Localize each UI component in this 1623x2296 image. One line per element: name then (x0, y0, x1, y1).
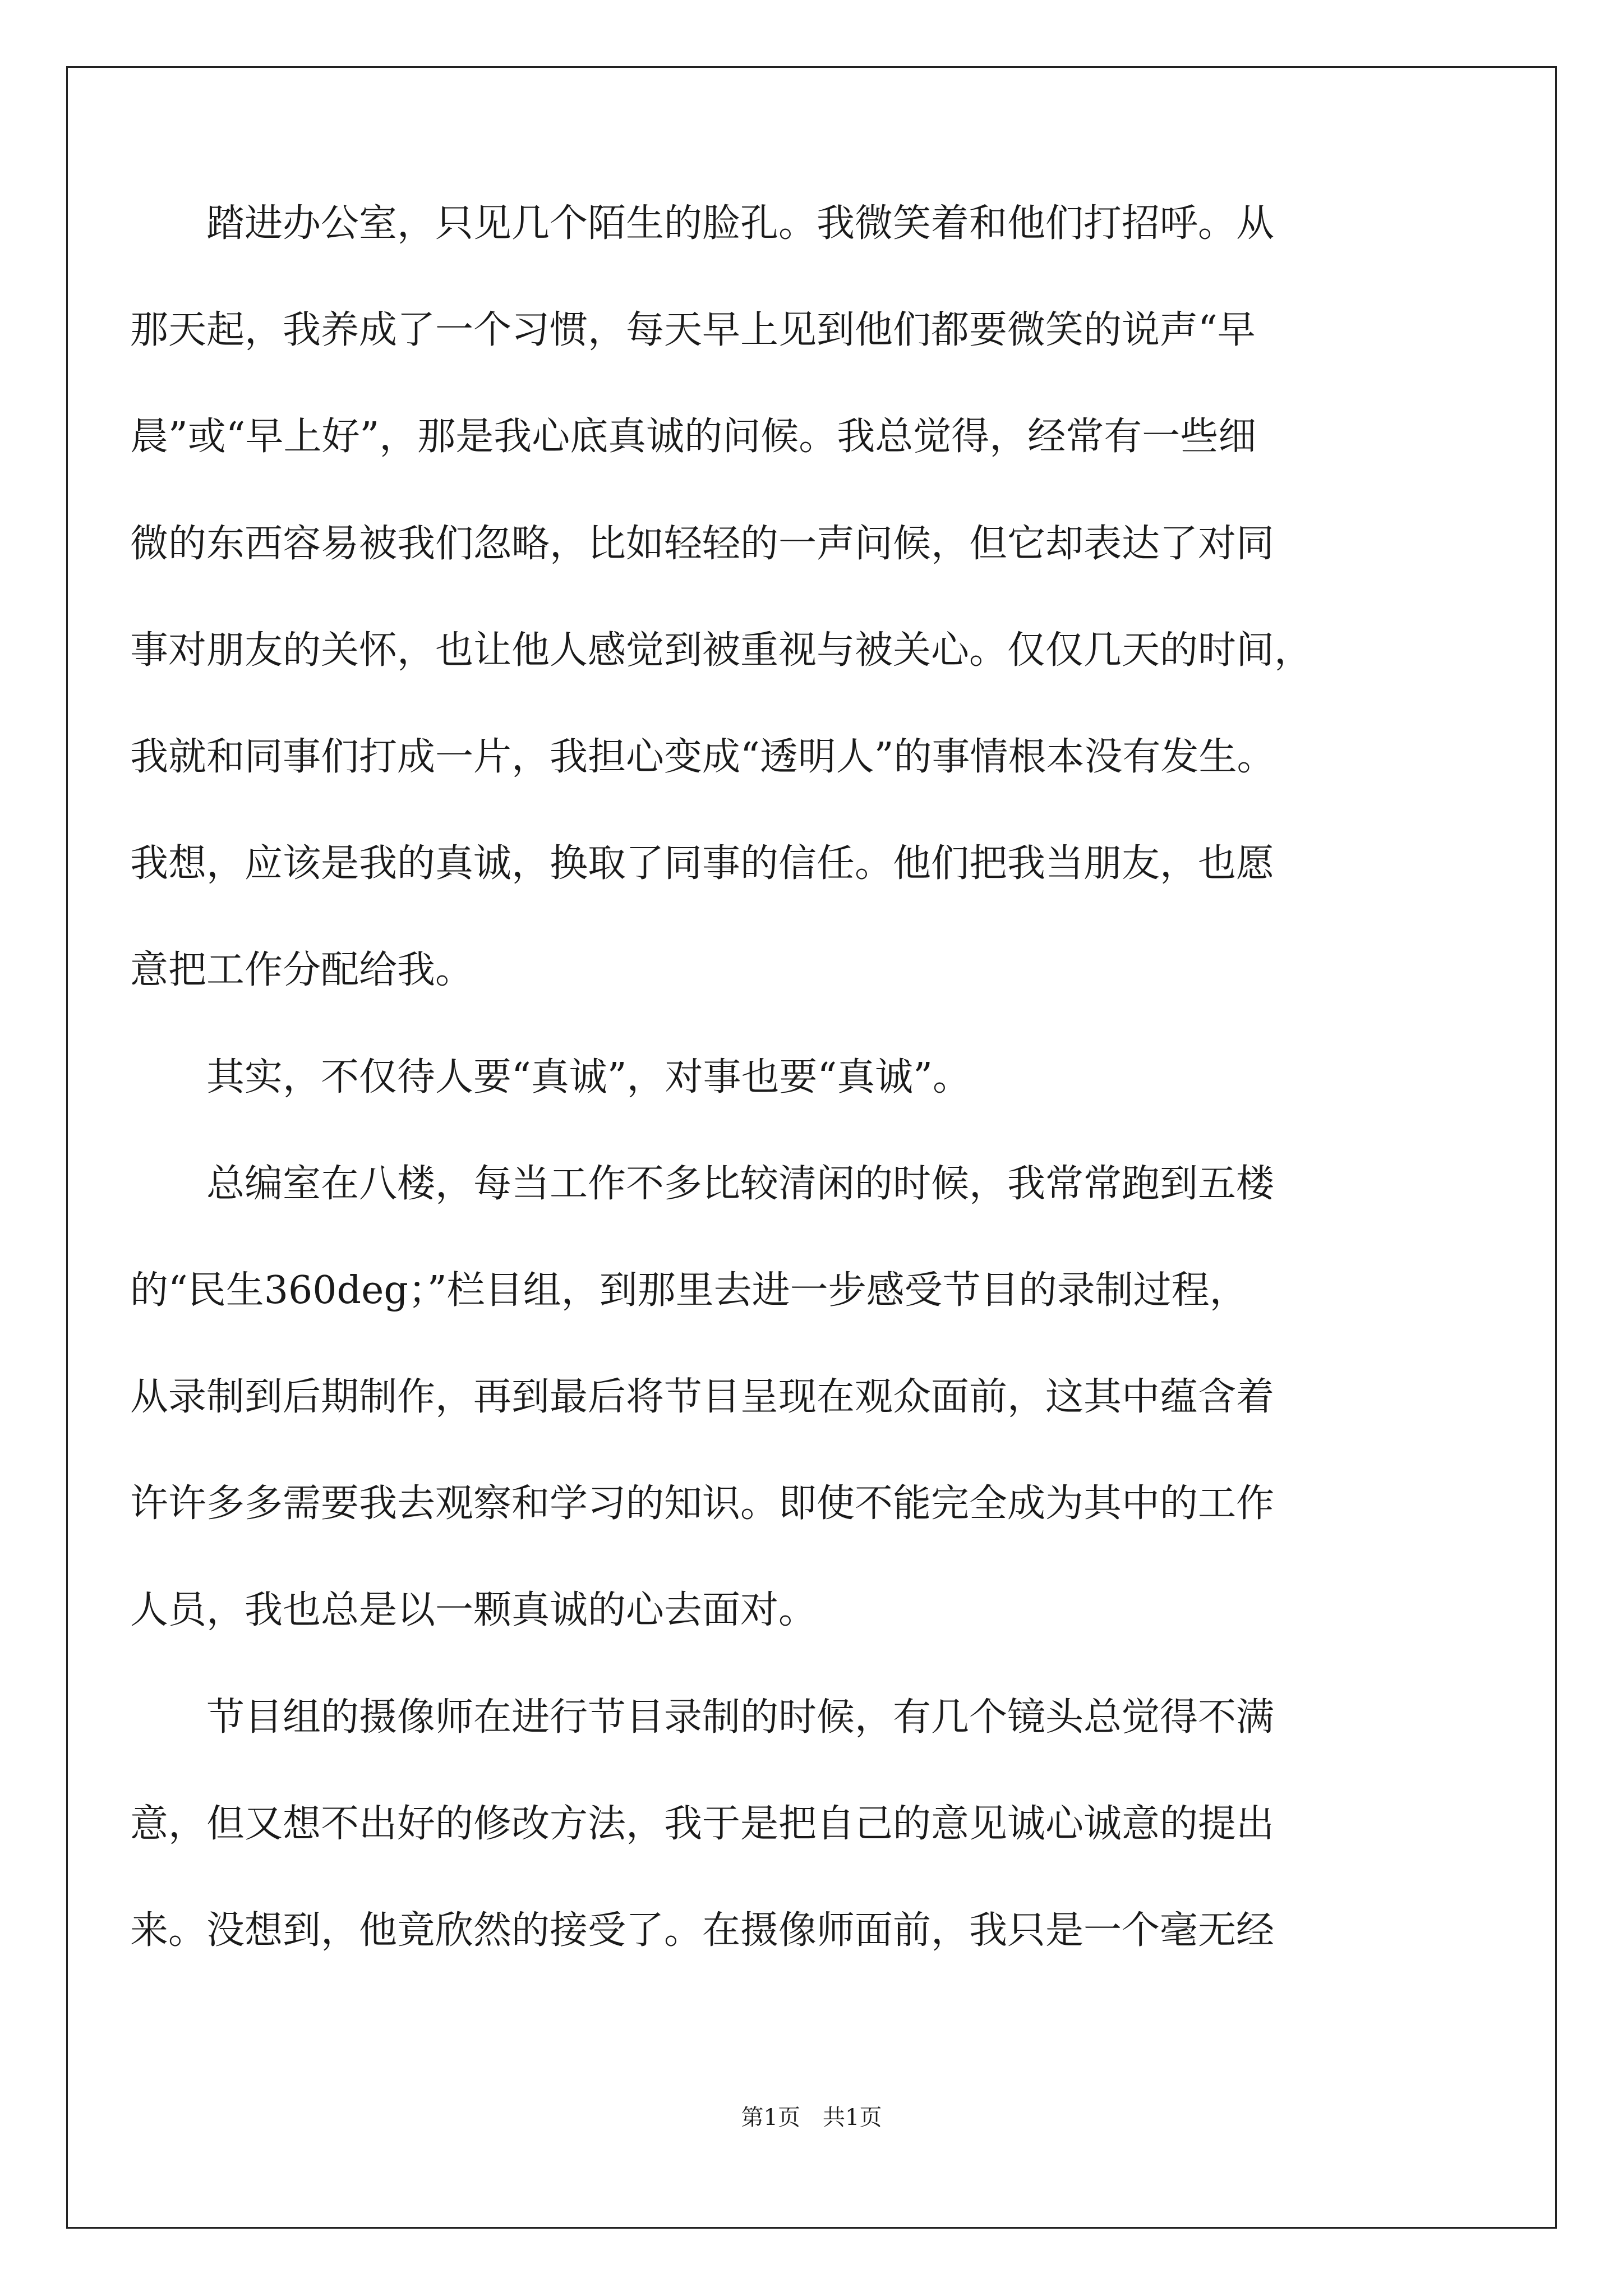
text-line: 其实，不仅待人要“真诚”，对事也要“真诚”。 (130, 1055, 971, 1099)
text-line: 人员，我也总是以一颗真诚的心去面对。 (130, 1588, 817, 1633)
page-number: 第1页 共1页 (741, 2105, 882, 2131)
text-line: 意，但又想不出好的修改方法，我于是把自己的意见诚心诚意的提出 (130, 1801, 1275, 1846)
text-line: 节目组的摄像师在进行节目录制的时候，有几个镜头总觉得不满 (130, 1695, 1275, 1740)
text-line: 那天起，我养成了一个习惯，每天早上见到他们都要微笑的说声“早 (130, 308, 1256, 353)
text-line: 事对朋友的关怀，也让他人感觉到被重视与被关心。仅仅几天的时间， (130, 628, 1313, 673)
text-line: 总编室在八楼，每当工作不多比较清闲的时候，我常常跑到五楼 (130, 1161, 1275, 1206)
text-line: 微的东西容易被我们忽略，比如轻轻的一声问候，但它却表达了对同 (130, 521, 1275, 566)
text-line: 意把工作分配给我。 (130, 948, 474, 993)
text-line: 晨”或“早上好”，那是我心底真诚的问候。我总觉得，经常有一些细 (130, 415, 1257, 459)
text-line: 踏进办公室，只见几个陌生的脸孔。我微笑着和他们打招呼。从 (130, 201, 1275, 246)
text-line: 许许多多需要我去观察和学习的知识。即使不能完全成为其中的工作 (130, 1481, 1275, 1526)
document-body (130, 201, 1433, 2018)
text-line: 从录制到后期制作，再到最后将节目呈现在观众面前，这其中蕴含着 (130, 1375, 1275, 1420)
text-line: 我想，应该是我的真诚，换取了同事的信任。他们把我当朋友，也愿 (130, 841, 1275, 886)
text-line: 的“民生360deg；”栏目组，到那里去进一步感受节目的录制过程， (130, 1268, 1248, 1313)
text-line: 我就和同事们打成一片，我担心变成“透明人”的事情根本没有发生。 (130, 734, 1275, 779)
text-line: 来。没想到，他竟欣然的接受了。在摄像师面前，我只是一个毫无经 (130, 1908, 1275, 1953)
